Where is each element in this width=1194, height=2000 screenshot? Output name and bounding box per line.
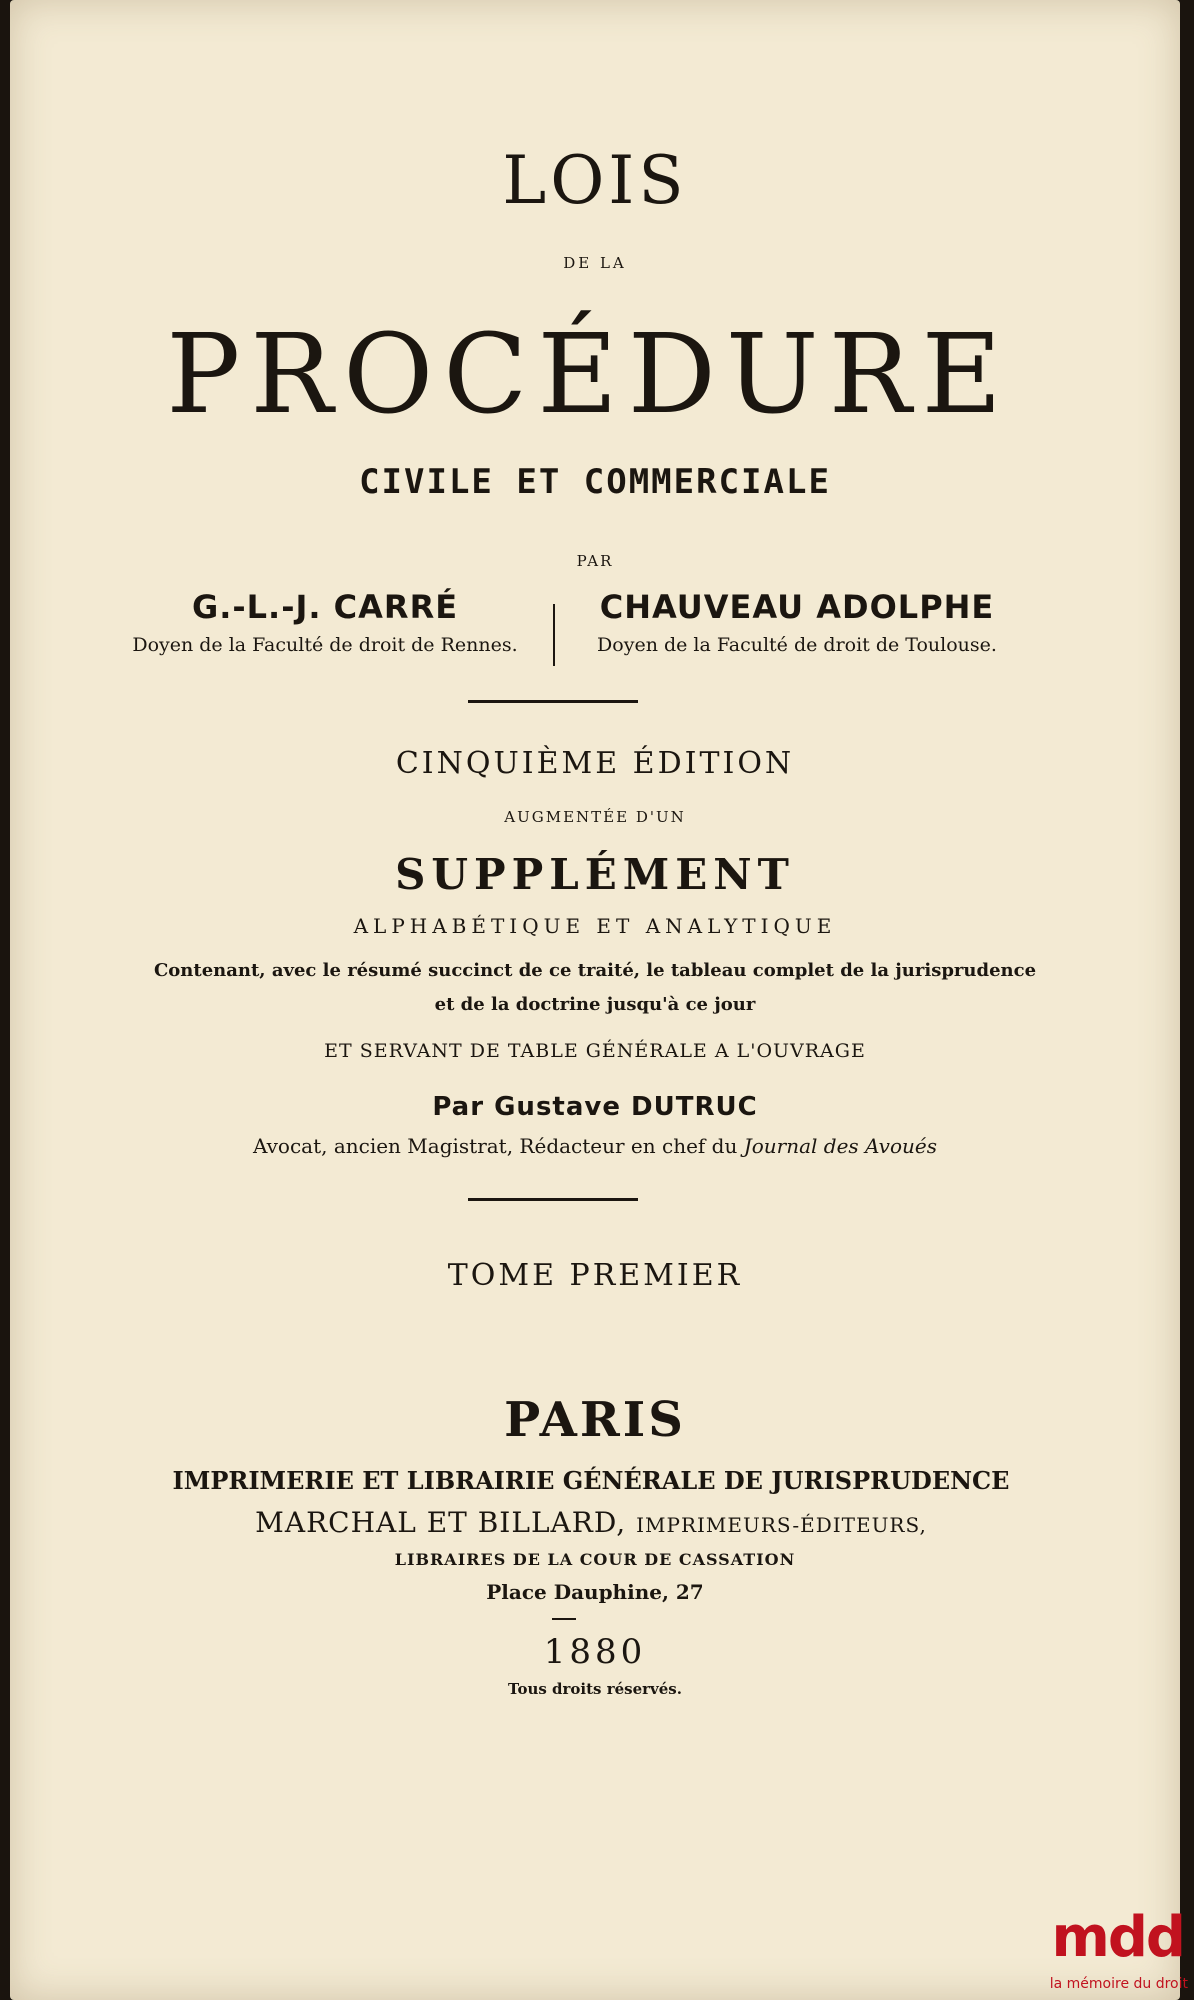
author-name: G.-L.-J. CARRÉ (191, 588, 459, 626)
mdd-logo-mark: mdd (1051, 1905, 1184, 1970)
divider-rule (468, 700, 638, 703)
publication-year: 1880 (543, 1632, 647, 1672)
edition-title: CINQUIÈME ÉDITION (395, 746, 795, 781)
author-carre (100, 588, 550, 656)
divider-rule (552, 1618, 576, 1620)
contenant-line-2: et de la doctrine jusqu'à ce jour (434, 994, 756, 1015)
mdd-logo (1030, 1905, 1190, 1992)
tome-label: TOME PREMIER (447, 1258, 743, 1293)
dutruc-byline: Par Gustave DUTRUC (432, 1092, 758, 1122)
title-de-la: DE LA (563, 254, 627, 272)
title-lois: LOIS (502, 142, 688, 219)
subtitle: CIVILE ET COMMERCIALE (359, 462, 831, 502)
publisher-names (6, 1506, 1176, 1539)
author-role: Doyen de la Faculté de droit de Rennes. (132, 634, 518, 656)
title-page (10, 0, 1180, 2000)
rights-notice: Tous droits réservés. (508, 1680, 682, 1698)
publisher-address: Place Dauphine, 27 (486, 1580, 704, 1604)
author-divider (553, 604, 555, 666)
publisher-city: PARIS (504, 1392, 686, 1448)
supplement-subtitle: ALPHABÉTIQUE ET ANALYTIQUE (353, 914, 837, 938)
journal-title: Journal des Avoués (743, 1134, 938, 1158)
publisher-libraires: LIBRAIRES DE LA COUR DE CASSATION (394, 1550, 796, 1569)
publisher-names-text: MARCHAL ET BILLARD, (255, 1506, 627, 1539)
divider-rule (468, 1198, 638, 1201)
contenant-line-1: Contenant, avec le résumé succinct de ce traité, le tableau complet de la jurisprudence (153, 960, 1037, 981)
servant-line: ET SERVANT DE TABLE GÉNÉRALE A L'OUVRAGE (324, 1040, 866, 1062)
dutruc-role-text: Avocat, ancien Magistrat, Rédacteur en chef du (252, 1134, 738, 1158)
publisher-imprimerie: IMPRIMERIE ET LIBRAIRIE GÉNÉRALE DE JURISPRUDENCE (172, 1466, 1010, 1495)
supplement-heading: SUPPLÉMENT (395, 850, 795, 899)
author-chauveau (562, 588, 1032, 656)
dutruc-role (10, 1134, 1180, 1158)
par-label: PAR (576, 552, 614, 570)
author-name: CHAUVEAU ADOLPHE (599, 588, 995, 626)
edition-augmentee: AUGMENTÉE D'UN (504, 808, 686, 826)
mdd-logo-caption: la mémoire du droit (1049, 1976, 1188, 1992)
publisher-role: IMPRIMEURS-ÉDITEURS, (636, 1513, 927, 1537)
title-procedure: PROCÉDURE (166, 310, 1012, 438)
author-role: Doyen de la Faculté de droit de Toulouse. (597, 634, 997, 656)
